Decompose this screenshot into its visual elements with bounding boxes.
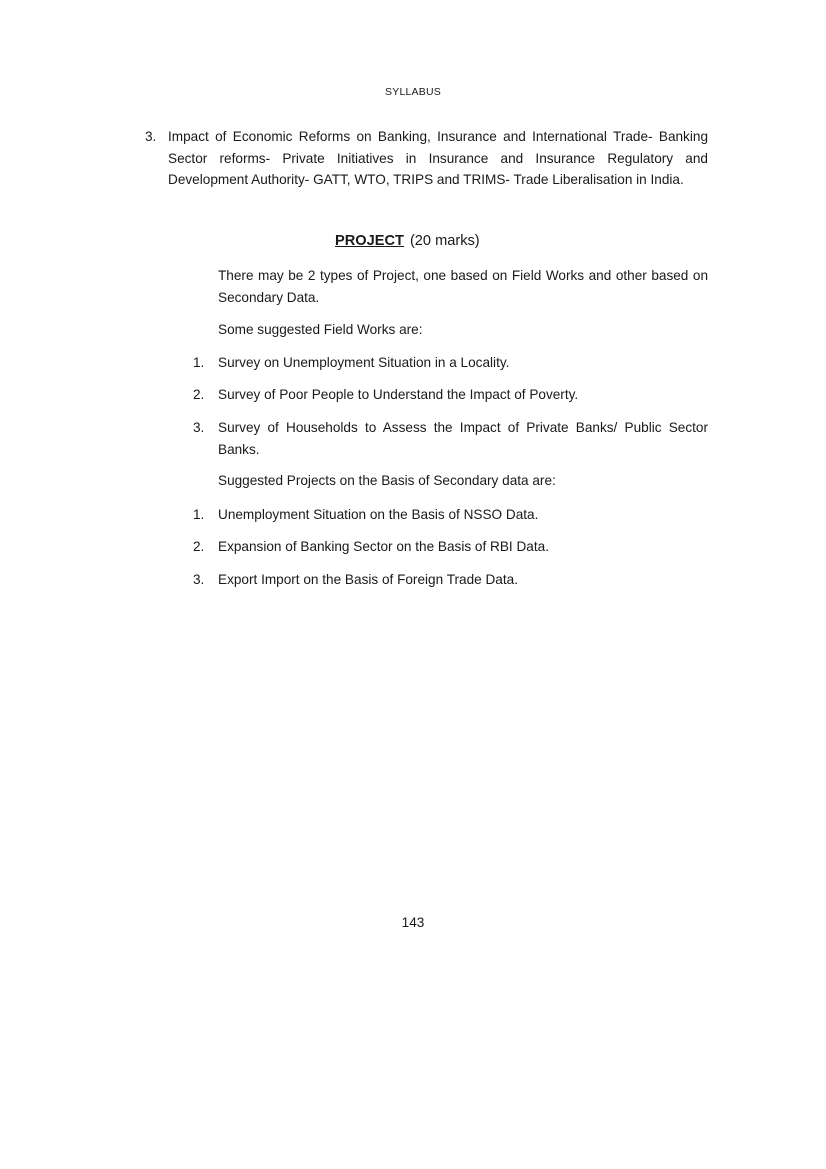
project-title: PROJECT xyxy=(335,233,404,249)
secondary-project-item xyxy=(193,504,708,526)
syllabus-item xyxy=(145,126,708,191)
field-works-heading: Some suggested Field Works are: xyxy=(218,322,423,337)
item-text: Impact of Economic Reforms on Banking, Insurance and International Trade- Banking Sector reforms- Private Initiatives in Insurance and Insurance Regulatory and Development Authority- GATT, WTO, TRIPS and TRIMS- Trade Liberalisation in India. xyxy=(168,129,708,187)
list-text: Survey of Poor People to Understand the Impact of Poverty. xyxy=(218,387,579,402)
list-text: Unemployment Situation on the Basis of NSSO Data. xyxy=(218,507,539,522)
running-header: SYLLABUS xyxy=(385,86,441,98)
list-number: 1. xyxy=(193,507,205,522)
project-heading xyxy=(335,233,480,249)
page-number: 143 xyxy=(401,915,425,930)
secondary-project-item xyxy=(193,569,708,591)
list-number: 2. xyxy=(193,387,205,402)
field-work-item xyxy=(193,384,708,406)
item-number: 3. xyxy=(145,129,157,144)
list-text: Expansion of Banking Sector on the Basis of RBI Data. xyxy=(218,539,549,554)
list-text: Survey of Households to Assess the Impact of Private Banks/ Public Sector Banks. xyxy=(218,420,708,457)
list-number: 3. xyxy=(193,420,205,435)
list-number: 2. xyxy=(193,539,205,554)
list-text: Survey on Unemployment Situation in a Locality. xyxy=(218,355,510,370)
secondary-heading: Suggested Projects on the Basis of Secondary data are: xyxy=(218,473,556,488)
field-work-item xyxy=(193,352,708,374)
list-text: Export Import on the Basis of Foreign Trade Data. xyxy=(218,572,518,587)
list-number: 1. xyxy=(193,355,205,370)
project-marks: (20 marks) xyxy=(409,233,480,249)
list-number: 3. xyxy=(193,572,205,587)
project-intro: There may be 2 types of Project, one based on Field Works and other based on Secondary Data. xyxy=(218,268,708,305)
field-work-item xyxy=(193,417,708,460)
secondary-project-item xyxy=(193,536,708,558)
